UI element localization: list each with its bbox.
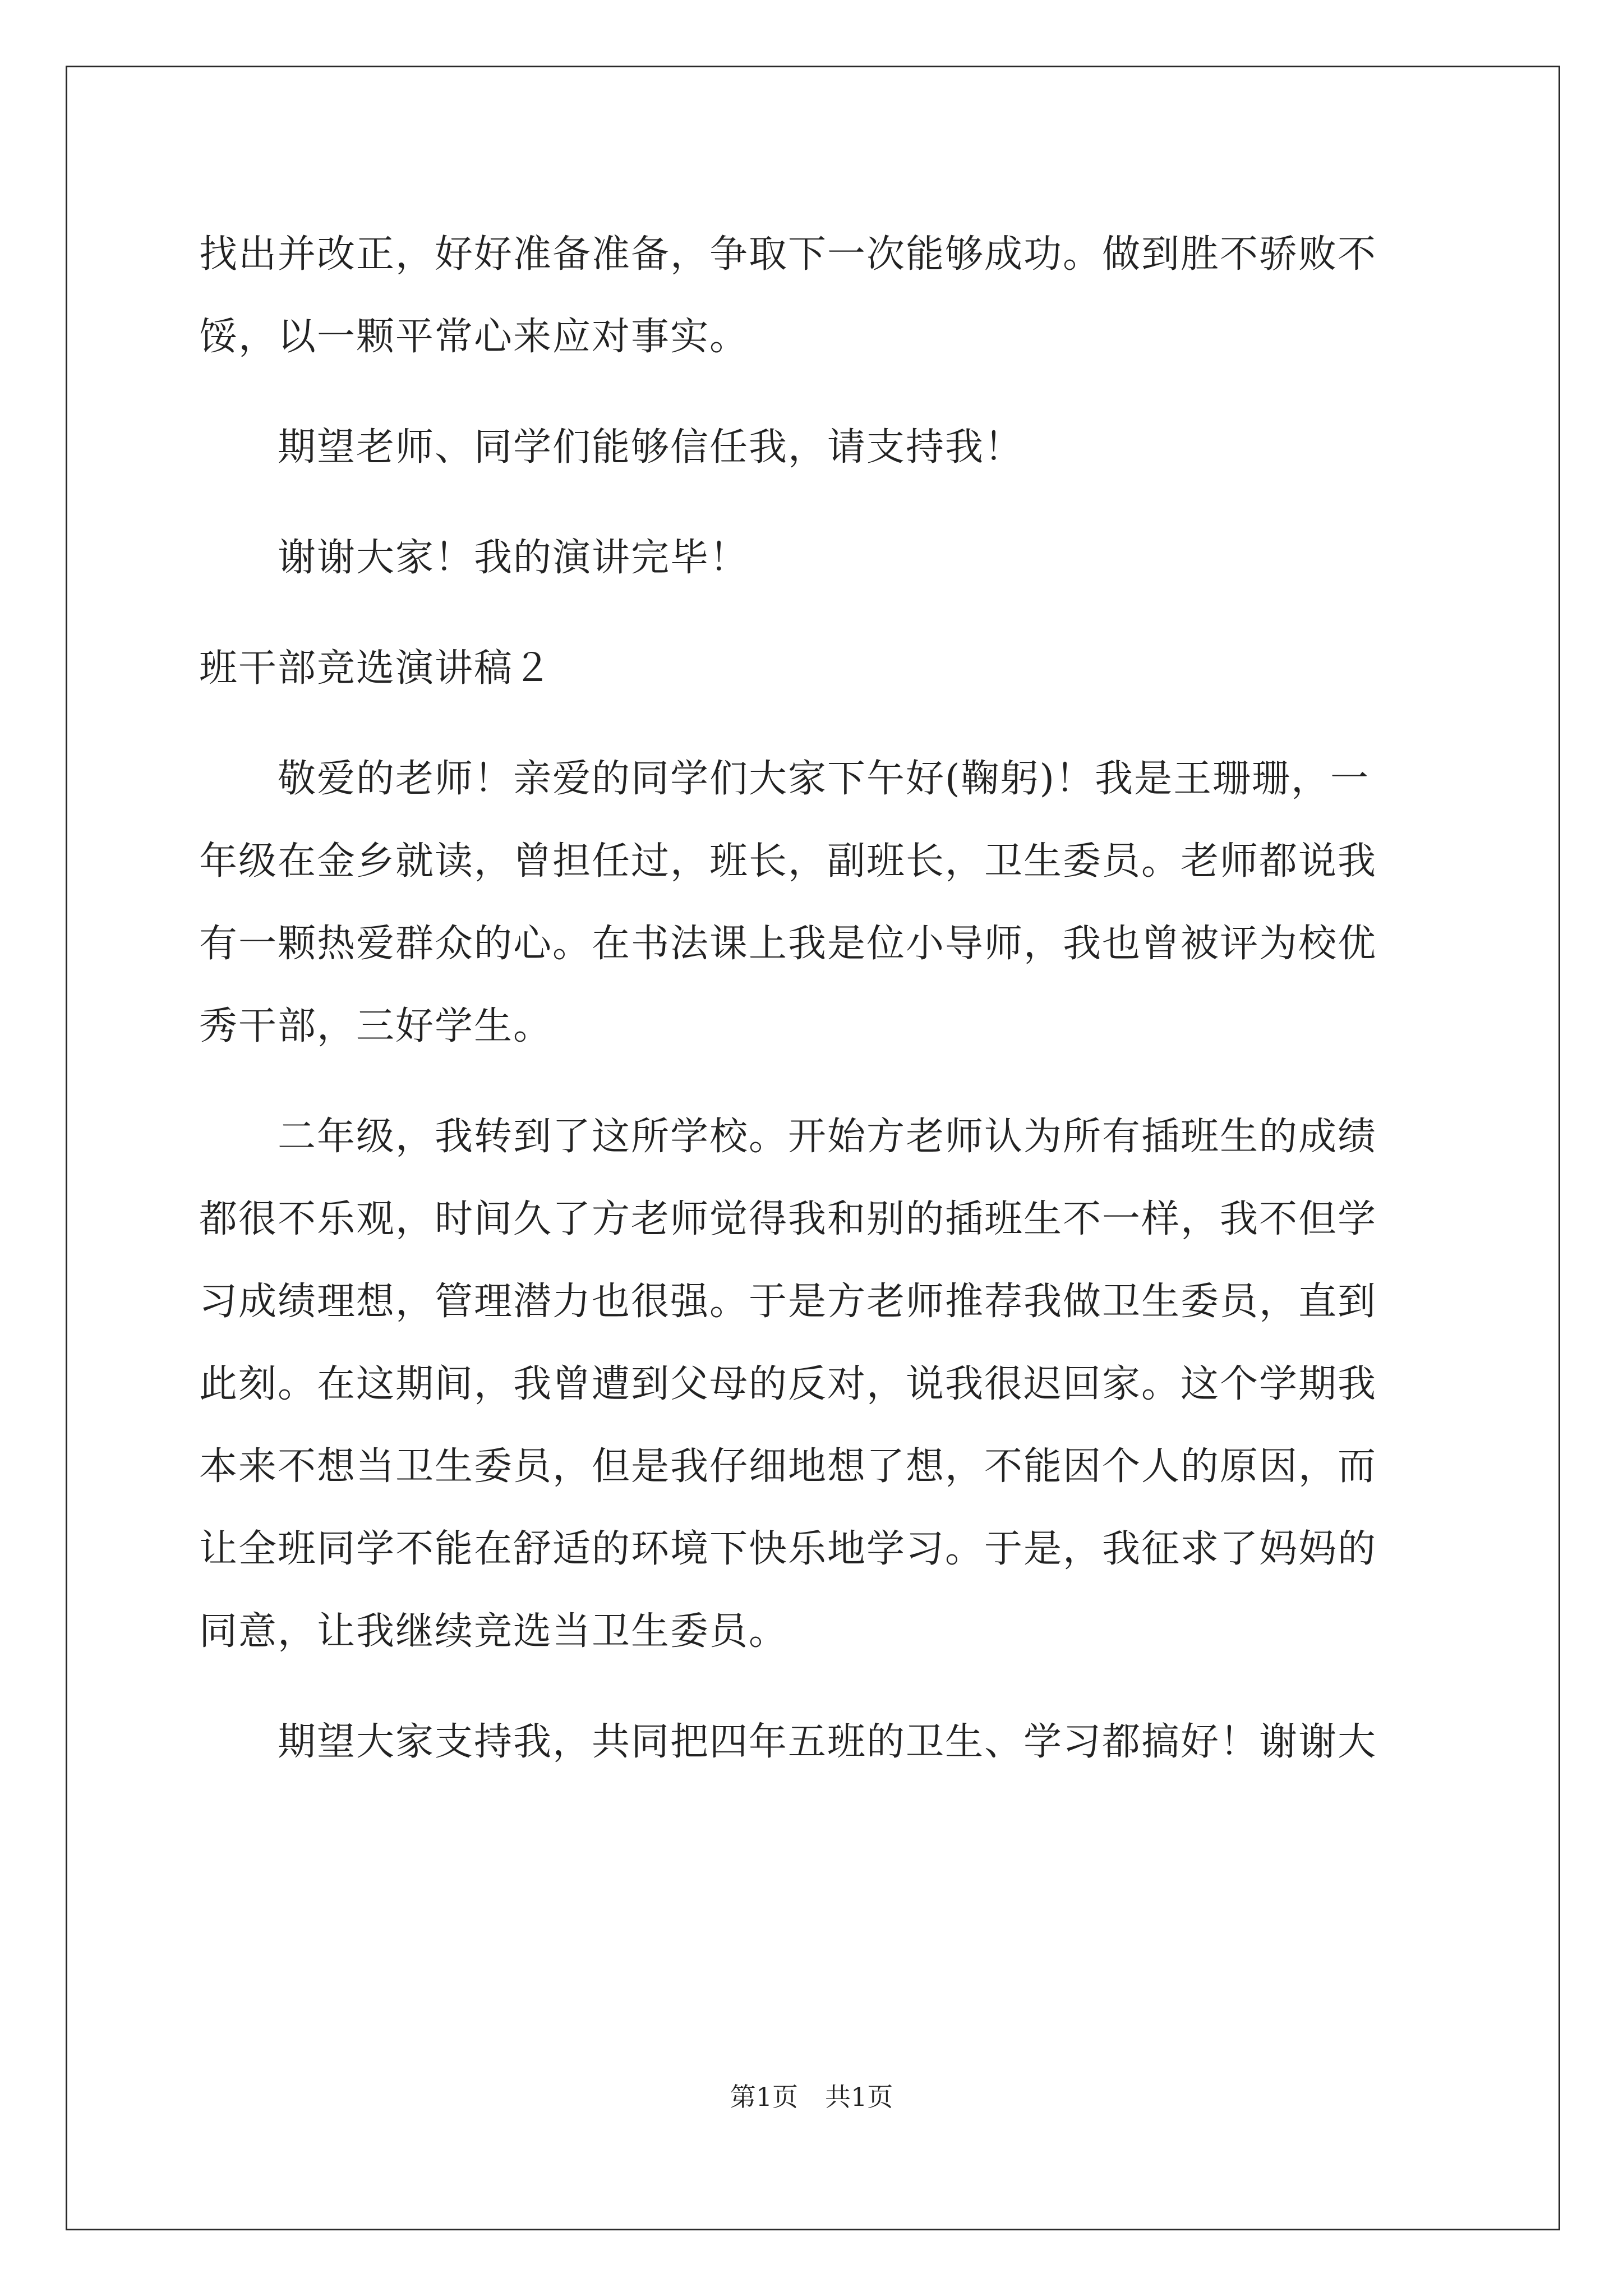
text-line: 让全班同学不能在舒适的环境下快乐地学习。于是，我征求了妈妈的 xyxy=(199,1527,1377,1571)
document-body xyxy=(199,213,1433,1783)
text-line: 馁，以一颗平常心来应对事实。 xyxy=(199,315,749,359)
text-line: 谢谢大家！我的演讲完毕！ xyxy=(278,536,749,580)
text-line: 习成绩理想，管理潜力也很强。于是方老师推荐我做卫生委员，直到 xyxy=(199,1280,1377,1324)
page-total: 共1页 xyxy=(825,2082,893,2112)
paragraph xyxy=(199,406,1433,489)
text-line: 本来不想当卫生委员，但是我仔细地想了想，不能因个人的原因，而 xyxy=(199,1444,1377,1489)
paragraph xyxy=(199,1096,1433,1673)
text-line: 此刻。在这期间，我曾遭到父母的反对，说我很迟回家。这个学期我 xyxy=(199,1362,1377,1406)
text-line: 同意，让我继续竞选当卫生委员。 xyxy=(199,1609,789,1654)
paragraph xyxy=(199,738,1433,1068)
heading-text: 班干部竞选演讲稿２ xyxy=(199,646,553,691)
page-number: 第1页 xyxy=(730,2082,798,2112)
text-line: 找出并改正，好好准备准备，争取下一次能够成功。做到胜不骄败不 xyxy=(199,232,1377,277)
text-line: 敬爱的老师！亲爱的同学们大家下午好(鞠躬)！我是王珊珊，一 xyxy=(278,757,1370,801)
text-line: 秀干部，三好学生。 xyxy=(199,1004,553,1048)
text-line: 年级在金乡就读，曾担任过，班长，副班长，卫生委员。老师都说我 xyxy=(199,839,1377,884)
paragraph xyxy=(199,1701,1433,1783)
text-line: 都很不乐观，时间久了方老师觉得我和别的插班生不一样，我不但学 xyxy=(199,1197,1377,1241)
text-line: 期望大家支持我，共同把四年五班的卫生、学习都搞好！谢谢大 xyxy=(278,1720,1377,1764)
text-line: 有一颗热爱群众的心。在书法课上我是位小导师，我也曾被评为校优 xyxy=(199,922,1377,966)
paragraph xyxy=(199,213,1433,378)
text-line: 期望老师、同学们能够信任我，请支持我！ xyxy=(278,425,1024,470)
text-line: 二年级，我转到了这所学校。开始方老师认为所有插班生的成绩 xyxy=(278,1115,1377,1159)
section-heading xyxy=(199,627,1433,710)
paragraph xyxy=(199,517,1433,599)
page-footer xyxy=(0,2080,1623,2114)
